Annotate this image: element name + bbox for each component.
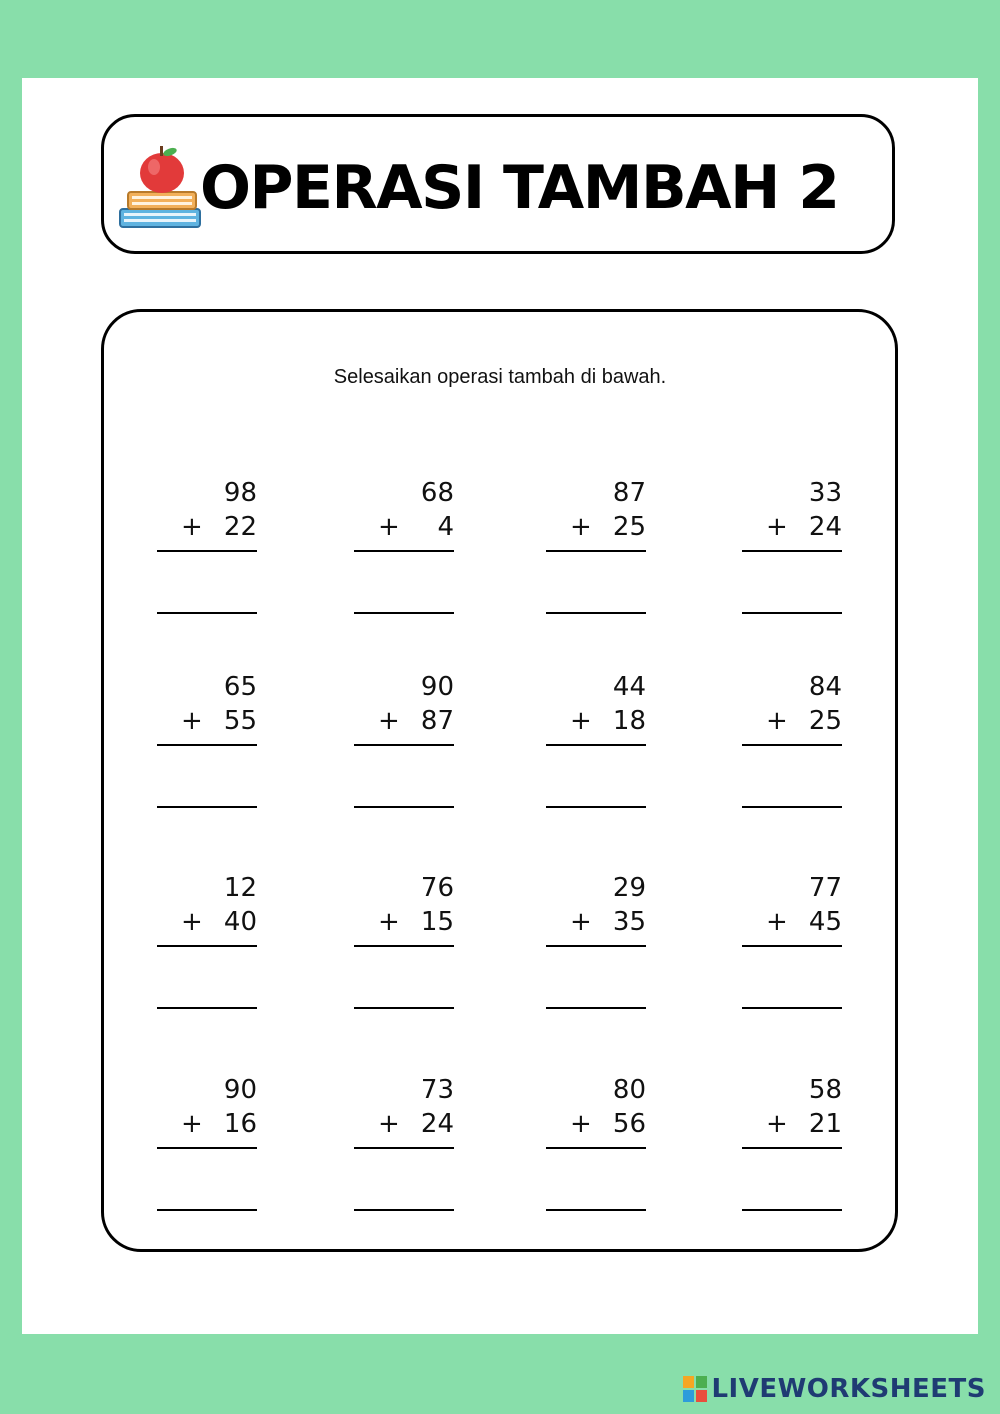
second-addend: 25 <box>612 512 646 542</box>
answer-blank[interactable] <box>354 1007 454 1009</box>
first-addend: 33 <box>808 478 842 508</box>
second-addend: 22 <box>223 512 257 542</box>
answer-blank[interactable] <box>157 1007 257 1009</box>
answer-blank[interactable] <box>742 806 842 808</box>
plus-sign: + <box>766 512 788 542</box>
addition-problem <box>546 1073 646 1223</box>
addition-problem <box>546 476 646 626</box>
sum-rule <box>354 1147 454 1149</box>
addition-problem <box>742 1073 842 1223</box>
first-addend: 76 <box>420 873 454 903</box>
second-addend: 21 <box>808 1109 842 1139</box>
plus-sign: + <box>181 512 203 542</box>
answer-blank[interactable] <box>354 1209 454 1211</box>
second-addend: 45 <box>808 907 842 937</box>
addition-problem <box>546 871 646 1021</box>
answer-blank[interactable] <box>157 806 257 808</box>
second-addend: 25 <box>808 706 842 736</box>
plus-sign: + <box>378 1109 400 1139</box>
plus-sign: + <box>766 706 788 736</box>
answer-blank[interactable] <box>354 612 454 614</box>
sum-rule <box>546 550 646 552</box>
liveworksheets-logo-icon <box>683 1376 707 1402</box>
second-addend: 87 <box>420 706 454 736</box>
plus-sign: + <box>570 1109 592 1139</box>
addition-problem <box>354 670 454 820</box>
plus-sign: + <box>181 907 203 937</box>
page-title: OPERASI TAMBAH 2 <box>200 153 839 223</box>
sum-rule <box>157 550 257 552</box>
addition-problem <box>354 1073 454 1223</box>
sum-rule <box>742 550 842 552</box>
second-addend: 4 <box>437 512 454 542</box>
sum-rule <box>546 744 646 746</box>
sum-rule <box>742 945 842 947</box>
second-addend: 40 <box>223 907 257 937</box>
first-addend: 44 <box>612 672 646 702</box>
first-addend: 68 <box>420 478 454 508</box>
answer-blank[interactable] <box>742 612 842 614</box>
sum-rule <box>157 945 257 947</box>
answer-blank[interactable] <box>546 1007 646 1009</box>
addition-problem <box>157 476 257 626</box>
second-addend: 16 <box>223 1109 257 1139</box>
first-addend: 90 <box>420 672 454 702</box>
brand-footer <box>683 1372 986 1406</box>
answer-blank[interactable] <box>546 1209 646 1211</box>
answer-blank[interactable] <box>546 806 646 808</box>
sum-rule <box>157 1147 257 1149</box>
plus-sign: + <box>766 1109 788 1139</box>
answer-blank[interactable] <box>546 612 646 614</box>
instruction-text: Selesaikan operasi tambah di bawah. <box>333 366 667 388</box>
second-addend: 56 <box>612 1109 646 1139</box>
plus-sign: + <box>570 512 592 542</box>
sum-rule <box>354 550 454 552</box>
apple-on-books-icon <box>118 143 204 231</box>
addition-problem <box>742 670 842 820</box>
addition-problem <box>546 670 646 820</box>
second-addend: 24 <box>420 1109 454 1139</box>
first-addend: 12 <box>223 873 257 903</box>
addition-problem <box>157 871 257 1021</box>
sum-rule <box>354 744 454 746</box>
answer-blank[interactable] <box>742 1007 842 1009</box>
first-addend: 80 <box>612 1075 646 1105</box>
first-addend: 84 <box>808 672 842 702</box>
addition-problem <box>157 670 257 820</box>
plus-sign: + <box>570 706 592 736</box>
plus-sign: + <box>378 512 400 542</box>
second-addend: 15 <box>420 907 454 937</box>
plus-sign: + <box>378 706 400 736</box>
answer-blank[interactable] <box>157 612 257 614</box>
answer-blank[interactable] <box>742 1209 842 1211</box>
sum-rule <box>157 744 257 746</box>
second-addend: 35 <box>612 907 646 937</box>
first-addend: 65 <box>223 672 257 702</box>
sum-rule <box>742 744 842 746</box>
first-addend: 87 <box>612 478 646 508</box>
brand-name: LIVEWORKSHEETS <box>711 1374 986 1404</box>
plus-sign: + <box>766 907 788 937</box>
first-addend: 29 <box>612 873 646 903</box>
addition-problem <box>742 476 842 626</box>
addition-problem <box>354 476 454 626</box>
plus-sign: + <box>181 706 203 736</box>
sum-rule <box>742 1147 842 1149</box>
answer-blank[interactable] <box>354 806 454 808</box>
sum-rule <box>354 945 454 947</box>
second-addend: 18 <box>612 706 646 736</box>
addition-problem <box>157 1073 257 1223</box>
sum-rule <box>546 945 646 947</box>
first-addend: 90 <box>223 1075 257 1105</box>
first-addend: 77 <box>808 873 842 903</box>
addition-problem <box>742 871 842 1021</box>
answer-blank[interactable] <box>157 1209 257 1211</box>
first-addend: 98 <box>223 478 257 508</box>
plus-sign: + <box>570 907 592 937</box>
sum-rule <box>546 1147 646 1149</box>
second-addend: 55 <box>223 706 257 736</box>
addition-problem <box>354 871 454 1021</box>
first-addend: 73 <box>420 1075 454 1105</box>
first-addend: 58 <box>808 1075 842 1105</box>
plus-sign: + <box>378 907 400 937</box>
plus-sign: + <box>181 1109 203 1139</box>
second-addend: 24 <box>808 512 842 542</box>
